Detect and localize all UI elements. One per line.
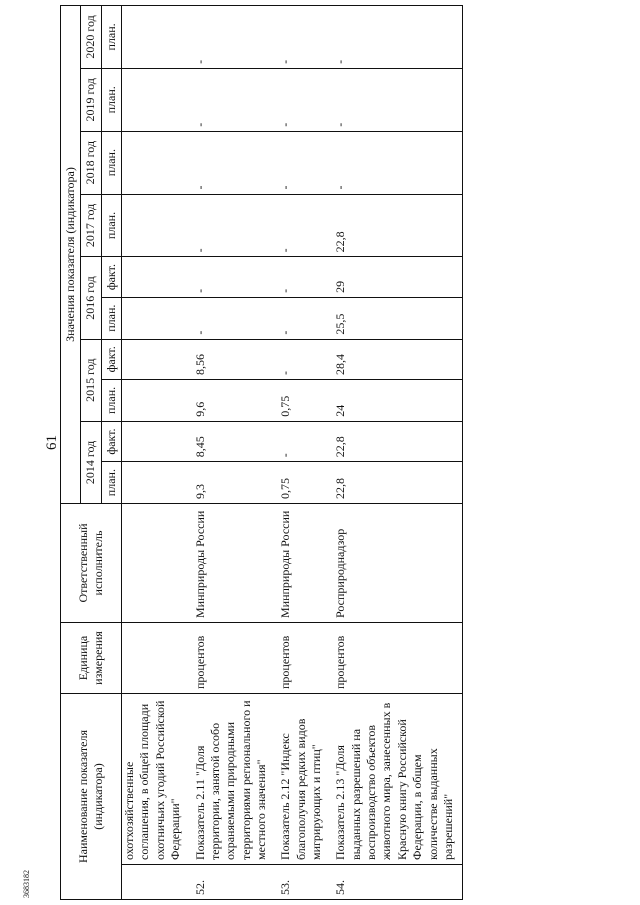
header-plan: план. bbox=[101, 6, 121, 69]
indicator-name: Показатель 2.13 "Доля выданных разрешений на воспроизводство объектов животного мира, занесенных в Красную книгу Российской Федерации, в общем количестве выданных разрешений" bbox=[330, 694, 462, 865]
value-cell: 24 bbox=[330, 380, 462, 422]
value-cell: 9,6 bbox=[190, 380, 276, 422]
row-number: 52. bbox=[190, 865, 276, 900]
value-cell: 8,56 bbox=[190, 339, 276, 379]
indicator-name: охотхозяйственные соглашения, в общей площади охотничьих угодий Российской Федерации" bbox=[122, 694, 190, 865]
indicator-name: Показатель 2.12 "Индекс благополучия редких видов мигрирующих и птиц" bbox=[275, 694, 330, 865]
value-cell: 0,75 bbox=[275, 380, 330, 422]
header-plan: план. bbox=[101, 194, 121, 257]
table-row bbox=[330, 6, 462, 900]
value-cell: 8,45 bbox=[190, 421, 276, 461]
row-number: 53. bbox=[275, 865, 330, 900]
header-indicator-name: Наименование показателя (индикатора) bbox=[61, 694, 122, 900]
value-cell: - bbox=[190, 194, 276, 257]
row-number: 54. bbox=[330, 865, 462, 900]
unit-cell: процентов bbox=[275, 623, 330, 694]
value-cell: 22,8 bbox=[330, 462, 462, 504]
header-year-2015: 2015 год bbox=[81, 339, 101, 421]
header-year-2016: 2016 год bbox=[81, 257, 101, 339]
executor-cell: Минприроды России bbox=[275, 504, 330, 623]
executor-cell: Минприроды России bbox=[190, 504, 276, 623]
value-cell: 29 bbox=[330, 257, 462, 297]
value-cell: - bbox=[275, 339, 330, 379]
value-cell: - bbox=[330, 68, 462, 131]
value-cell: - bbox=[330, 131, 462, 194]
unit-cell: процентов bbox=[330, 623, 462, 694]
header-fact: факт. bbox=[101, 257, 121, 297]
value-cell: - bbox=[190, 68, 276, 131]
indicator-name: Показатель 2.11 "Доля территории, занятой особо охраняемыми природными территориями регионального и местного значения" bbox=[190, 694, 276, 865]
document-code: 3683182 bbox=[22, 870, 31, 898]
value-cell: 22,8 bbox=[330, 421, 462, 461]
header-plan: план. bbox=[101, 68, 121, 131]
value-cell: - bbox=[190, 131, 276, 194]
value-cell: - bbox=[275, 131, 330, 194]
unit-cell: процентов bbox=[190, 623, 276, 694]
value-cell: - bbox=[275, 257, 330, 297]
value-cell: - bbox=[275, 194, 330, 257]
header-year-2018: 2018 год bbox=[81, 131, 101, 194]
rotated-page-content bbox=[60, 5, 620, 900]
table-row bbox=[275, 6, 330, 900]
value-cell: 25,5 bbox=[330, 297, 462, 339]
value-cell: 0,75 bbox=[275, 462, 330, 504]
page-number: 61 bbox=[44, 435, 60, 450]
header-executor: Ответственный исполнитель bbox=[61, 504, 122, 623]
value-cell: - bbox=[275, 6, 330, 69]
header-plan: план. bbox=[101, 462, 121, 504]
value-cell: - bbox=[275, 421, 330, 461]
header-year-2020: 2020 год bbox=[81, 6, 101, 69]
header-values: Значения показателя (индикатора) bbox=[61, 6, 81, 504]
header-unit: Единица измерения bbox=[61, 623, 122, 694]
value-cell: 28,4 bbox=[330, 339, 462, 379]
table-row bbox=[190, 6, 276, 900]
value-cell: - bbox=[275, 68, 330, 131]
header-fact: факт. bbox=[101, 339, 121, 379]
value-cell: - bbox=[190, 297, 276, 339]
value-cell: - bbox=[330, 6, 462, 69]
value-cell: - bbox=[275, 297, 330, 339]
header-plan: план. bbox=[101, 131, 121, 194]
header-year-2014: 2014 год bbox=[81, 421, 101, 503]
header-fact: факт. bbox=[101, 421, 121, 461]
header-year-2017: 2017 год bbox=[81, 194, 101, 257]
value-cell: 9,3 bbox=[190, 462, 276, 504]
header-plan: план. bbox=[101, 380, 121, 422]
value-cell: - bbox=[190, 6, 276, 69]
table-row-continuation bbox=[122, 6, 190, 900]
indicators-table bbox=[60, 5, 463, 900]
header-plan: план. bbox=[101, 297, 121, 339]
value-cell: 22,8 bbox=[330, 194, 462, 257]
header-year-2019: 2019 год bbox=[81, 68, 101, 131]
executor-cell: Росприроднадзор bbox=[330, 504, 462, 623]
value-cell: - bbox=[190, 257, 276, 297]
